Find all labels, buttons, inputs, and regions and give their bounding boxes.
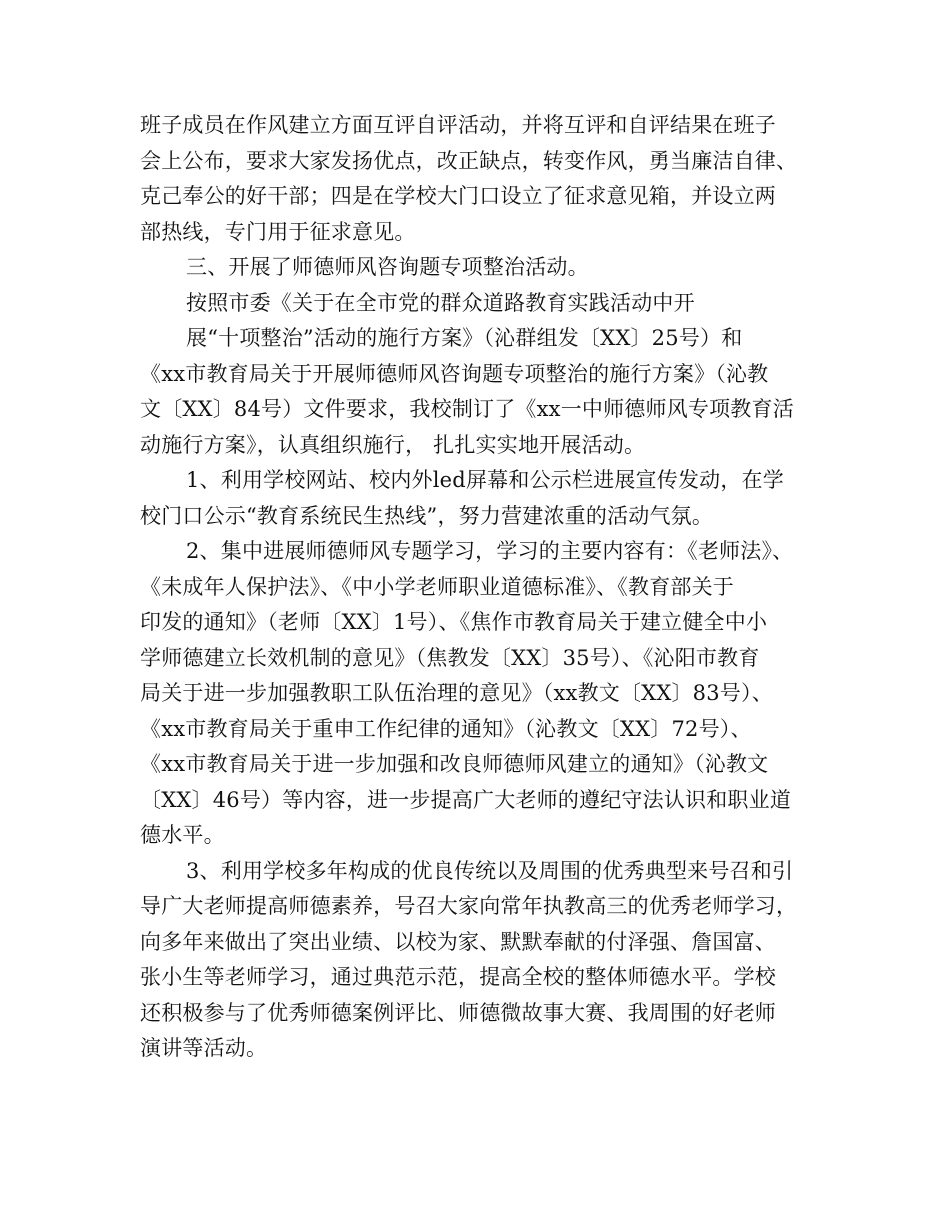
- text-line: 印发的通知》（老师〔XX〕1号）、《焦作市教育局关于建立健全中小: [140, 610, 768, 634]
- text-line: 部热线，专门用于征求意见。: [140, 219, 416, 244]
- text-line: 向多年来做出了突出业绩、以校为家、默默奉献的付泽强、詹国富、: [140, 929, 776, 954]
- text-line: 按照市委《关于在全市党的群众道路教育实践活动中开: [186, 290, 695, 315]
- text-line: 展“十项整治”活动的施行方案》（沁群组发〔XX〕25号）和: [186, 326, 743, 350]
- text-line: 学师德建立长效机制的意见》（焦教发〔XX〕35号）、《沁阳市教育: [140, 645, 760, 670]
- text-line: 导广大老师提高师德素养，号召大家向常年执教高三的优秀老师学习，: [140, 894, 798, 918]
- document-body: [140, 108, 820, 1067]
- text-line: 动施行方案》，认真组织施行， 扎扎实实地开展活动。: [140, 432, 646, 457]
- text-line: 演讲等活动。: [140, 1036, 268, 1060]
- text-line: 局关于进一步加强教职工队伍治理的意见》（xx教文〔XX〕83号）、: [140, 681, 773, 705]
- text-line: 克己奉公的好干部；四是在学校大门口设立了征求意见箱，并设立两: [140, 184, 776, 208]
- text-line: 2、集中进展师德师风专题学习，学习的主要内容有：《老师法》、: [186, 539, 794, 563]
- text-line: 3、利用学校多年构成的优良传统以及周围的优秀典型来号召和引: [186, 858, 794, 883]
- text-line: 《未成年人保护法》、《中小学老师职业道德标准》、《教育部关于: [140, 574, 734, 599]
- text-line: 张小生等老师学习，通过典范示范，提高全校的整体师德水平。学校: [140, 965, 776, 989]
- text-line: 〔XX〕46号）等内容，进一步提高广大老师的遵纪守法认识和职业道: [140, 787, 792, 812]
- section-heading: 三、开展了师德师风咨询题专项整治活动。: [186, 255, 589, 279]
- text-line: 会上公布，要求大家发扬优点，改正缺点，转变作风，勇当廉洁自律、: [140, 148, 798, 173]
- text-line: 《xx市教育局关于进一步加强和改良师德师风建立的通知》（沁教文: [140, 752, 769, 776]
- text-line: 德水平。: [140, 823, 225, 847]
- text-line: 1、利用学校网站、校内外led屏幕和公示栏进展宣传发动，在学: [186, 468, 784, 492]
- text-line: 《xx市教育局关于开展师德师风咨询题专项整治的施行方案》（沁教: [140, 361, 769, 386]
- text-line: 文〔XX〕84号）文件要求，我校制订了《xx一中师德师风专项教育活: [140, 397, 794, 421]
- text-line: 班子成员在作风建立方面互评自评活动，并将互评和自评结果在班子: [140, 113, 776, 137]
- text-line: 还积极参与了优秀师德案例评比、师德微故事大赛、我周围的好老师: [140, 1000, 776, 1025]
- text-line: 校门口公示“教育系统民生热线”，努力营建浓重的活动气氛。: [140, 503, 714, 528]
- text-line: 《xx市教育局关于重申工作纪律的通知》（沁教文〔XX〕72号）、: [140, 716, 752, 741]
